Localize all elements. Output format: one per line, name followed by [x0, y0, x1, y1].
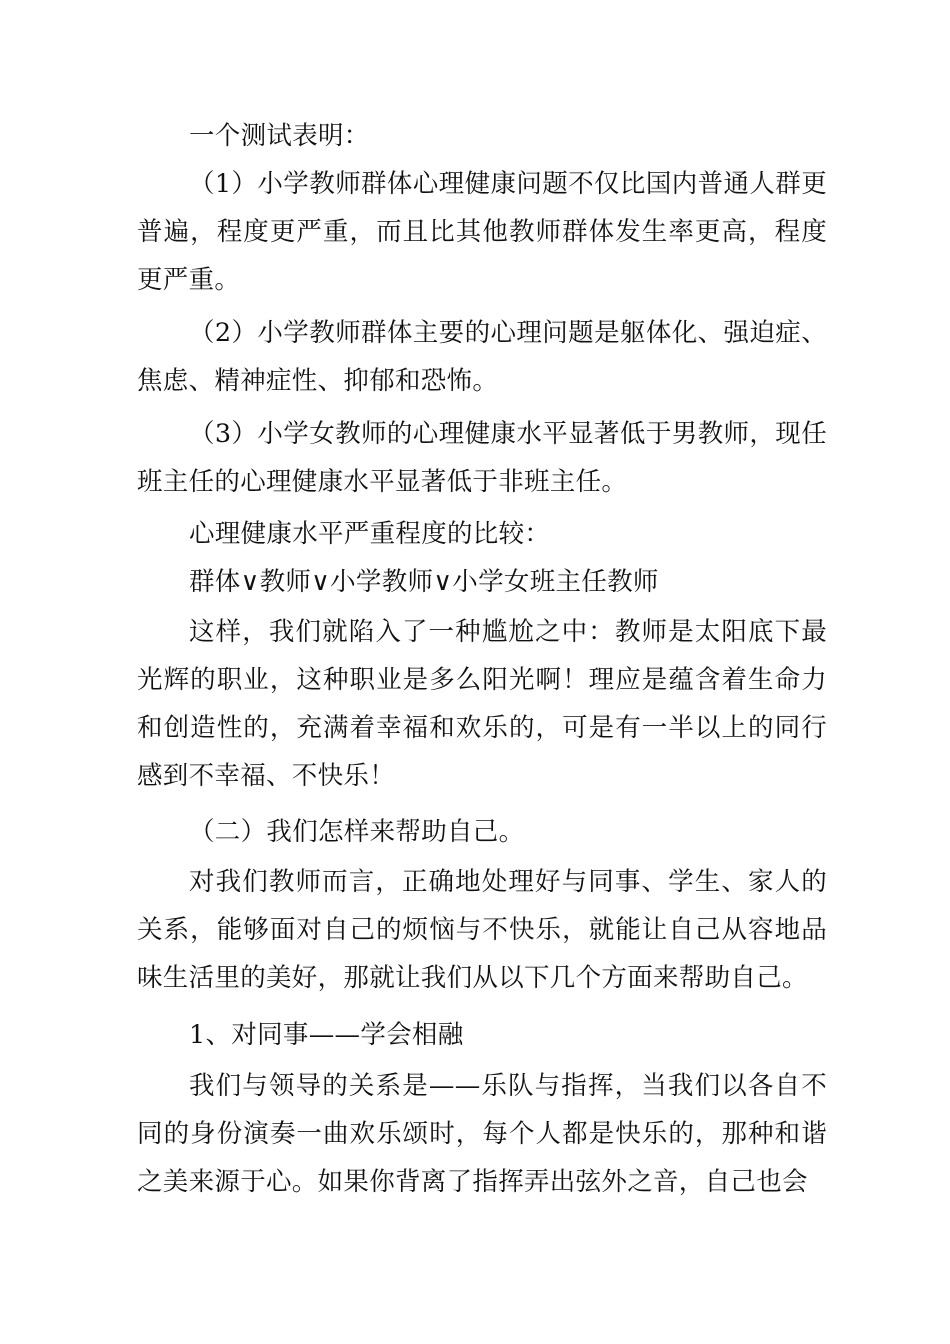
paragraph-teachers: 对我们教师而言，正确地处理好与同事、学生、家人的关系，能够面对自己的烦恼与不快乐，就能让自己从容地品味生活里的美好，那就让我们从以下几个方面来帮助自己。: [137, 867, 827, 993]
paragraph-dilemma: 这样，我们就陷入了一种尴尬之中：教师是太阳底下最光辉的职业，这种职业是多么阳光啊！理应是蕴含着生命力和创造性的，充满着幸福和欢乐的，可是有一半以上的同行感到不幸福、不快乐！: [137, 617, 827, 791]
subheading-colleagues: 1、对同事——学会相融: [189, 1020, 464, 1050]
paragraph-finding-1: （1）小学教师群体心理健康问题不仅比国内普通人群更普遍，程度更严重，而且比其他教师群体发生率更高，程度更严重。: [137, 169, 827, 295]
section-heading-help-ourselves: （二）我们怎样来帮助自己。: [189, 817, 525, 847]
paragraph-test-intro: 一个测试表明：: [189, 121, 370, 151]
paragraph-finding-2: （2）小学教师群体主要的心理问题是躯体化、强迫症、焦虑、精神症性、抑郁和恐怖。: [137, 318, 827, 396]
paragraph-leaders: 我们与领导的关系是——乐队与指挥，当我们以各自不同的身份演奏一曲欢乐颂时，每个人都是快乐的，那种和谐之美来源于心。如果你背离了指挥弄出弦外之音，自己也会: [137, 1071, 827, 1197]
paragraph-finding-3: （3）小学女教师的心理健康水平显著低于男教师，现任班主任的心理健康水平显著低于非班主任。: [137, 419, 827, 497]
paragraph-comparison-line: 群体∨教师∨小学教师∨小学女班主任教师: [189, 567, 659, 597]
paragraph-comparison-heading: 心理健康水平严重程度的比较：: [189, 519, 551, 549]
